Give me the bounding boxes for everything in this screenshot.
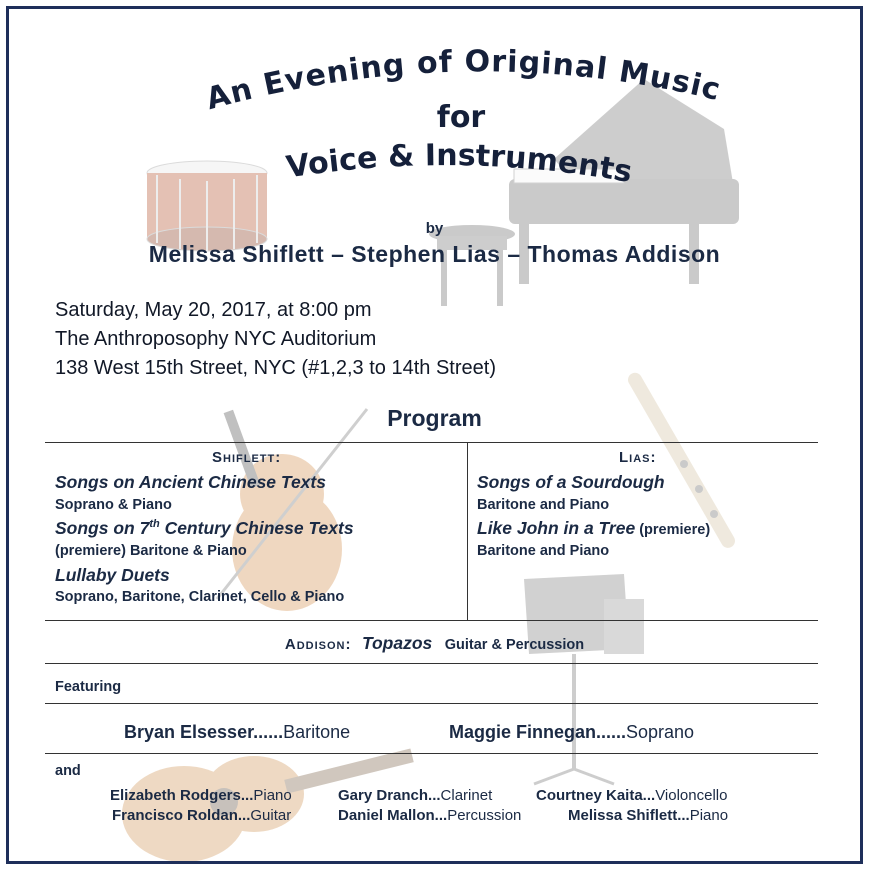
performer: Courtney Kaita...Violoncello xyxy=(536,787,728,804)
performer: Daniel Mallon...Percussion xyxy=(338,807,522,824)
lias-header: Lias: xyxy=(619,449,657,466)
music-stand-icon xyxy=(514,569,664,789)
performer: Francisco Roldan...Guitar xyxy=(112,807,292,824)
lias-piece-2: Like John in a Tree (premiere) xyxy=(477,518,711,538)
program-heading: Program xyxy=(387,405,482,431)
event-title xyxy=(9,9,860,209)
performer: Melissa Shiflett...Piano xyxy=(568,807,729,824)
title-line-3: Voice & Instruments xyxy=(284,138,635,191)
addison-piece: Topazos xyxy=(361,633,433,653)
performer: Elizabeth Rodgers...Piano xyxy=(110,787,292,804)
shiflett-header: Shiflett: xyxy=(212,449,282,466)
divider xyxy=(45,442,818,443)
title-line-1: An Evening of Original Music xyxy=(202,44,725,118)
event-date: Saturday, May 20, 2017, at 8:00 pm xyxy=(55,299,372,321)
flyer-frame xyxy=(6,6,863,864)
shiflett-piece-1: Songs on Ancient Chinese Texts xyxy=(55,472,326,492)
violin-icon xyxy=(197,399,412,619)
lias-piece-1: Songs of a Sourdough xyxy=(477,472,665,492)
divider xyxy=(45,663,818,664)
performer: Gary Dranch...Clarinet xyxy=(338,787,493,804)
addison-instruments: Guitar & Percussion xyxy=(444,637,585,653)
shiflett-piece-3-instruments: Soprano, Baritone, Clarinet, Cello & Piano xyxy=(55,589,345,605)
title-line-2: for xyxy=(436,100,486,135)
svg-text:Voice & Instruments xyxy=(284,138,635,190)
addison-row xyxy=(9,633,860,654)
performer-lead-2: Maggie Finnegan......Soprano xyxy=(449,722,695,742)
performer-lead-1: Bryan Elsesser......Baritone xyxy=(124,722,351,742)
shiflett-piece-2-instruments: (premiere) Baritone & Piano xyxy=(55,543,247,559)
addison-header: Addison: xyxy=(284,636,352,653)
featuring-label: Featuring xyxy=(55,679,122,695)
divider xyxy=(45,620,818,621)
divider xyxy=(45,703,818,704)
shiflett-piece-1-instruments: Soprano & Piano xyxy=(55,497,172,513)
lias-piece-1-instruments: Baritone and Piano xyxy=(477,497,610,513)
column-divider xyxy=(467,442,468,620)
event-address: 138 West 15th Street, NYC (#1,2,3 to 14th Street) xyxy=(55,357,496,379)
lias-piece-2-instruments: Baritone and Piano xyxy=(477,543,610,559)
shiflett-piece-3: Lullaby Duets xyxy=(55,565,170,585)
divider xyxy=(45,753,818,754)
composers-line: Melissa Shiflett – Stephen Lias – Thomas Addison xyxy=(148,241,721,267)
event-venue: The Anthroposophy NYC Auditorium xyxy=(55,328,377,350)
by-label: by xyxy=(425,220,444,237)
and-label: and xyxy=(55,763,81,779)
shiflett-piece-2: Songs on 7th Century Chinese Texts xyxy=(55,518,354,538)
